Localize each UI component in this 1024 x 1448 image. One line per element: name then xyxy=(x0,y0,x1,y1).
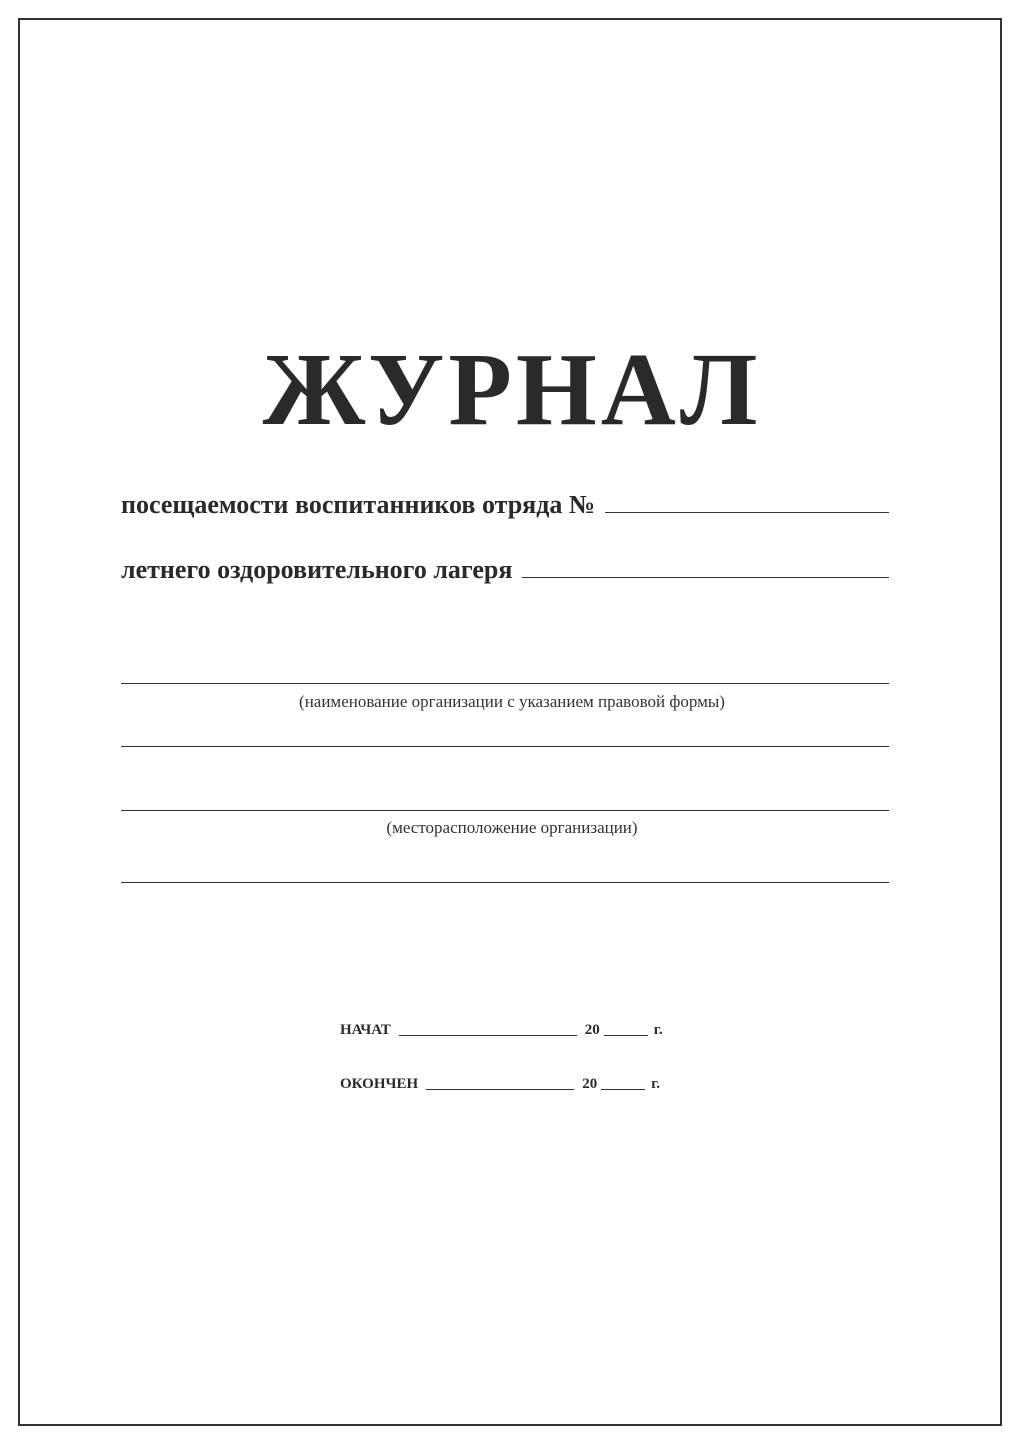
page-frame xyxy=(18,18,1002,1426)
finished-year-suffix: г. xyxy=(651,1076,661,1092)
finished-label: ОКОНЧЕН xyxy=(340,1076,419,1092)
squad-number-blank[interactable] xyxy=(605,512,889,513)
camp-name-field xyxy=(121,555,889,585)
started-label: НАЧАТ xyxy=(340,1022,391,1038)
camp-name-blank[interactable] xyxy=(522,577,889,578)
org-location-line-2[interactable] xyxy=(121,882,889,883)
started-date-blank[interactable] xyxy=(399,1035,577,1036)
started-year-blank[interactable] xyxy=(604,1035,648,1036)
org-location-caption: (месторасположение организации) xyxy=(386,818,638,837)
squad-number-label: посещаемости воспитанников отряда № xyxy=(121,490,596,519)
finished-date-blank[interactable] xyxy=(426,1089,574,1090)
started-row xyxy=(340,1022,663,1039)
finished-year-prefix: 20 xyxy=(582,1076,598,1092)
started-year-prefix: 20 xyxy=(584,1022,600,1038)
started-year-suffix: г. xyxy=(653,1022,663,1038)
org-name-line-1[interactable] xyxy=(121,683,889,684)
finished-year-blank[interactable] xyxy=(601,1089,645,1090)
org-name-line-2[interactable] xyxy=(121,746,889,747)
document-title: ЖУРНАЛ xyxy=(262,332,762,447)
org-location-line-1[interactable] xyxy=(121,810,889,811)
org-name-caption: (наименование организации с указанием правовой формы) xyxy=(299,692,725,711)
finished-row xyxy=(340,1076,660,1093)
squad-number-field xyxy=(121,490,889,520)
camp-name-label: летнего оздоровительного лагеря xyxy=(121,555,513,584)
